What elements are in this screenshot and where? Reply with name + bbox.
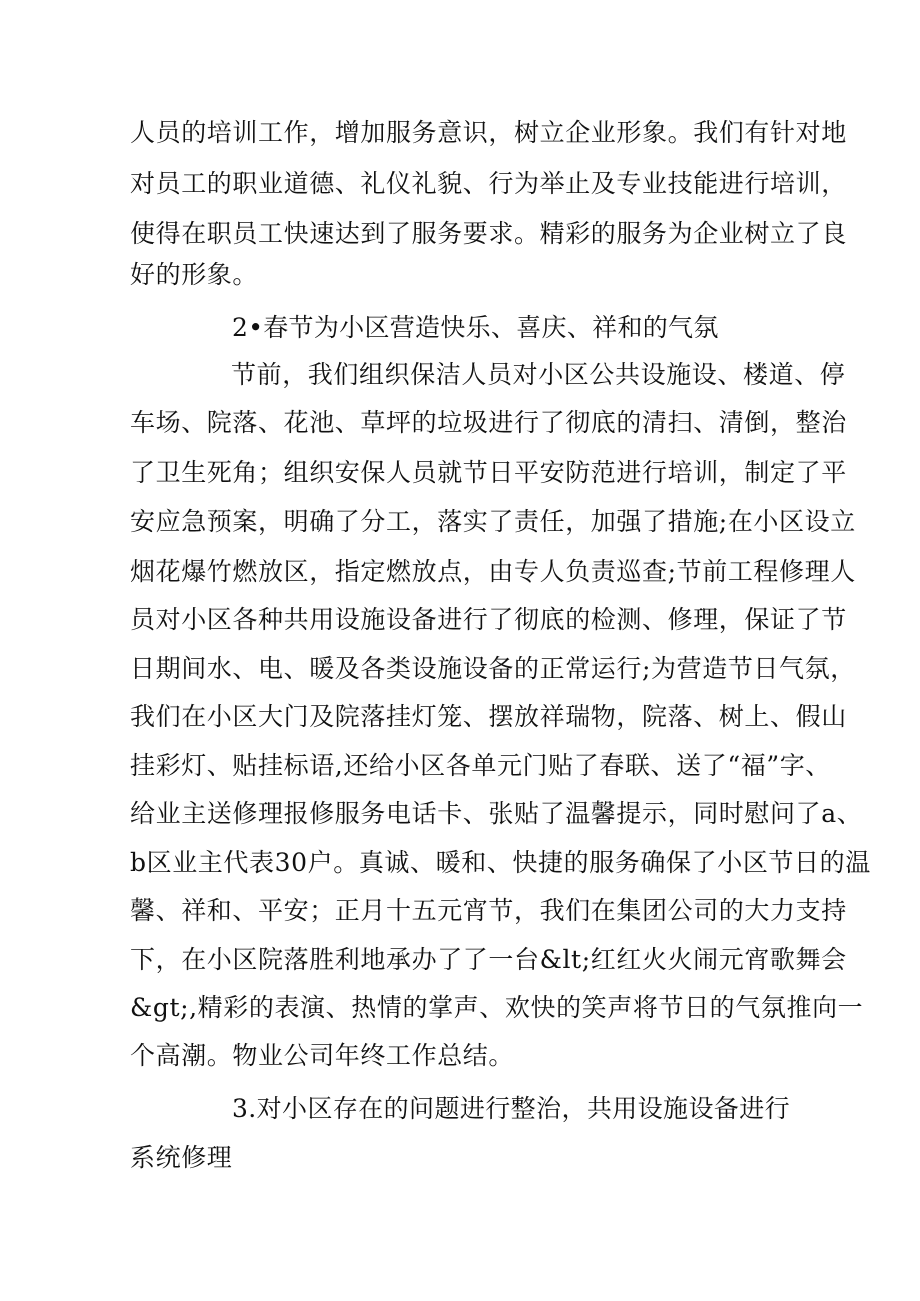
paragraph-line: 员对小区各种共用设施设备进行了彻底的检测、修理，保证了节 (130, 605, 847, 634)
paragraph-line: &gt;,精彩的表演、热情的掌声、欢快的笑声将节日的气氛推向一 (130, 993, 864, 1022)
paragraph-line: 了卫生死角；组织安保人员就节日平安防范进行培训，制定了平 (130, 458, 847, 487)
paragraph-line: 好的形象。 (130, 260, 259, 289)
paragraph-line: 下，在小区院落胜利地承办了了一台&lt;红红火火闹元宵歌舞会 (130, 945, 847, 974)
paragraph-line: 馨、祥和、平安；正月十五元宵节，我们在集团公司的大力支持 (130, 896, 847, 925)
paragraph-line: 给业主送修理报修服务电话卡、张贴了温馨提示，同时慰问了a、 (130, 799, 863, 828)
paragraph-line: 人员的培训工作，增加服务意识，树立企业形象。我们有针对地 (130, 118, 847, 147)
paragraph-line: 安应急预案，明确了分工，落实了责任，加强了措施;在小区设立 (130, 507, 856, 536)
paragraph-line: 我们在小区大门及院落挂灯笼、摆放祥瑞物，院落、树上、假山 (130, 702, 847, 731)
paragraph-line: 挂彩灯、贴挂标语,还给小区各单元门贴了春联、送了“福”字、 (130, 751, 831, 780)
paragraph-line: 使得在职员工快速达到了服务要求。精彩的服务为企业树立了良 (130, 219, 847, 248)
section-heading-3: 3.对小区存在的问题进行整治，共用设施设备进行 (232, 1094, 791, 1123)
paragraph-line: 烟花爆竹燃放区，指定燃放点，由专人负责巡查;节前工程修理人 (130, 557, 856, 586)
paragraph-line: 节前，我们组织保洁人员对小区公共设施设、楼道、停 (231, 360, 846, 389)
paragraph-line: 对员工的职业道德、礼仪礼貌、行为举止及专业技能进行培训， (130, 169, 847, 198)
paragraph-line: 日期间水、电、暖及各类设施设备的正常运行;为营造节日气氛， (130, 654, 856, 683)
section-heading-2: 2•春节为小区营造快乐、喜庆、祥和的气氛 (232, 313, 719, 342)
paragraph-line: b区业主代表30户。真诚、暖和、快捷的服务确保了小区节日的温 (130, 848, 871, 877)
paragraph-line: 车场、院落、花池、草坪的垃圾进行了彻底的清扫、清倒，整治 (130, 408, 847, 437)
section-heading-3-continued: 系统修理 (130, 1143, 233, 1172)
paragraph-line: 个高潮。物业公司年终工作总结。 (130, 1041, 515, 1070)
